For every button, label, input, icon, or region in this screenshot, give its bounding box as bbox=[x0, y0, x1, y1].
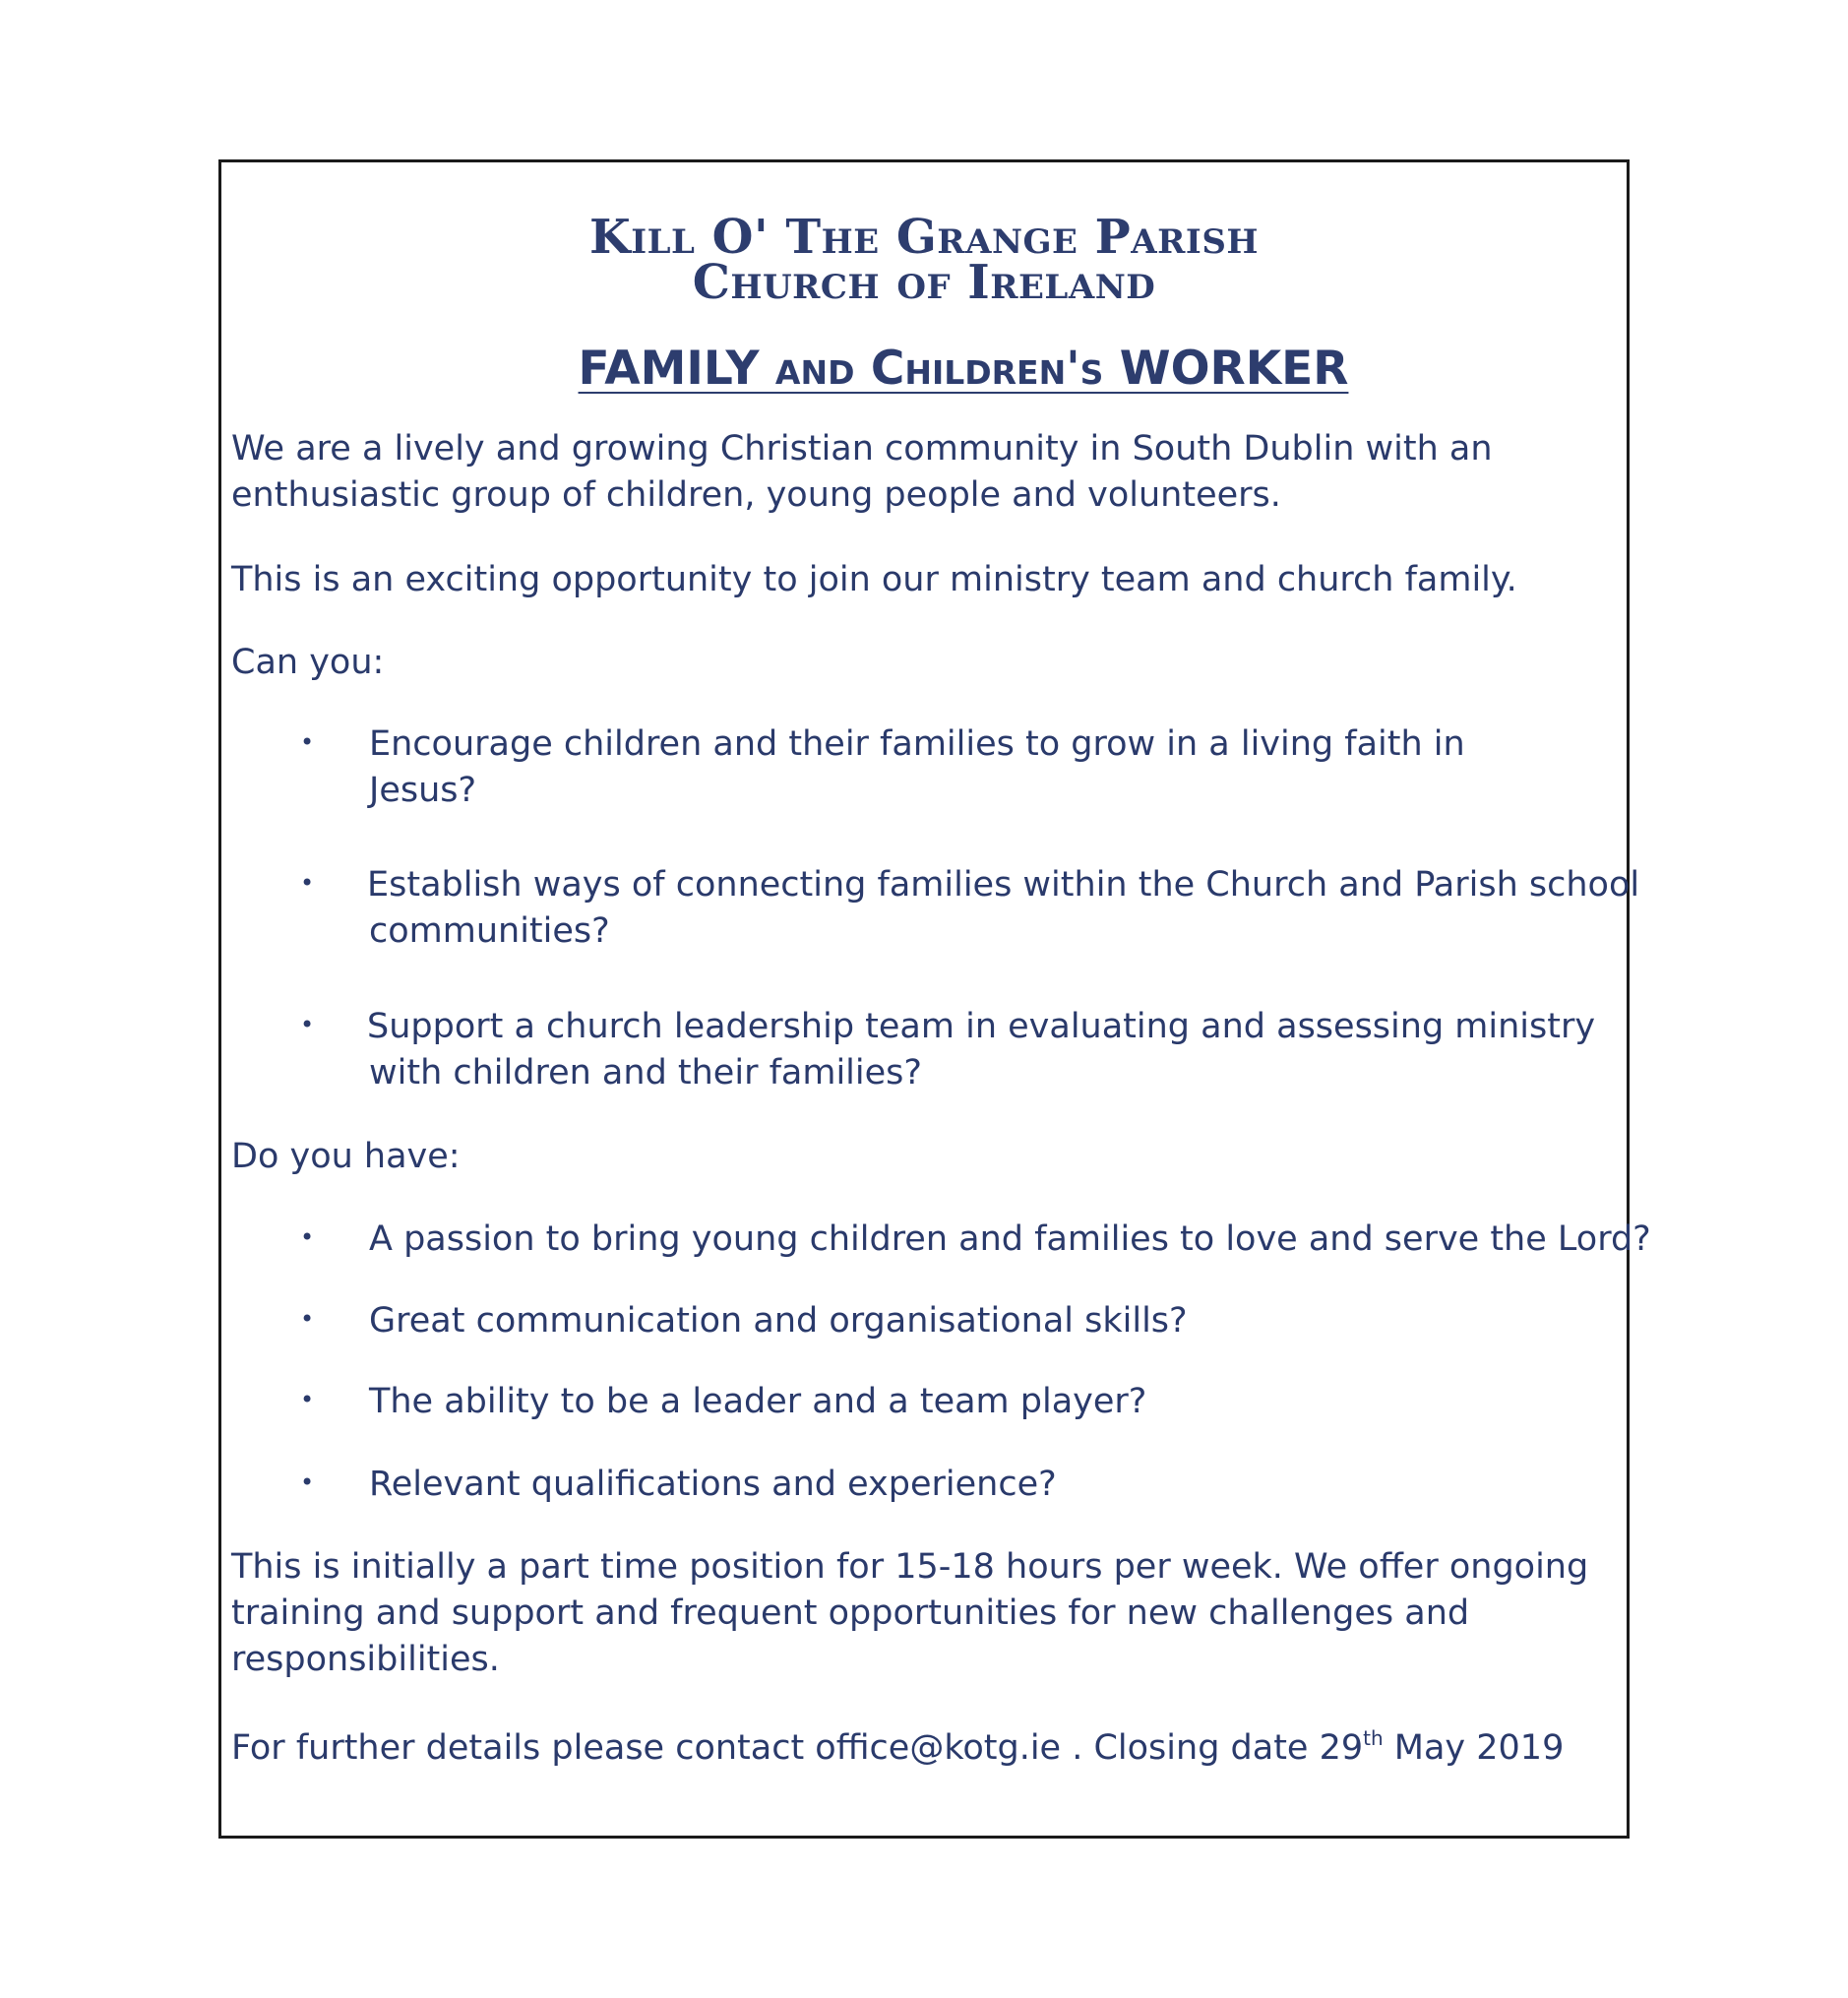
bullet-icon: • bbox=[300, 1223, 315, 1251]
church-title: Church of Ireland bbox=[692, 255, 1156, 310]
bullet-icon: • bbox=[300, 1386, 315, 1413]
position-line-1: This is initially a part time position for 15-18 hours per week. We offer ongoing bbox=[231, 1547, 1589, 1587]
list-item: Great communication and organisational skills? bbox=[369, 1301, 1188, 1341]
list-item: The ability to be a leader and a team player? bbox=[369, 1382, 1147, 1421]
contact-text: For further details please contact office@kotg.ie . Closing date 29 bbox=[231, 1728, 1364, 1768]
role-title-text: FAMILY and Children's WORKER bbox=[578, 342, 1349, 396]
list-item: A passion to bring young children and families to love and serve the Lord? bbox=[369, 1219, 1651, 1259]
bullet-icon: • bbox=[300, 1468, 315, 1496]
intro-line-1: We are a lively and growing Christian community in South Dublin with an bbox=[231, 429, 1493, 468]
date-ordinal: th bbox=[1363, 1726, 1384, 1750]
parish-title: Kill O' The Grange Parish bbox=[588, 210, 1259, 265]
list-item: Encourage children and their families to grow in a living faith in bbox=[369, 724, 1465, 764]
list-item: Support a church leadership team in evaluating and assessing ministry bbox=[367, 1007, 1596, 1046]
list-item-continued: with children and their families? bbox=[369, 1053, 922, 1093]
contact-line bbox=[231, 1725, 1564, 1772]
bullet-icon: • bbox=[300, 1011, 315, 1038]
position-line-3: responsibilities. bbox=[231, 1640, 500, 1679]
advert-frame bbox=[218, 159, 1651, 1839]
opportunity-text: This is an exciting opportunity to join our ministry team and church family. bbox=[231, 560, 1517, 599]
list-item-continued: communities? bbox=[369, 911, 610, 951]
can-you-label: Can you: bbox=[231, 643, 385, 682]
role-title bbox=[261, 342, 1666, 396]
list-item-continued: Jesus? bbox=[369, 771, 477, 810]
intro-line-2: enthusiastic group of children, young people and volunteers. bbox=[231, 475, 1281, 515]
closing-date-text: May 2019 bbox=[1383, 1728, 1565, 1768]
list-item: Establish ways of connecting families within the Church and Parish school bbox=[367, 865, 1640, 905]
position-line-2: training and support and frequent opportunities for new challenges and bbox=[231, 1593, 1470, 1633]
bullet-icon: • bbox=[300, 869, 315, 897]
bullet-icon: • bbox=[300, 1305, 315, 1333]
list-item: Relevant qualifications and experience? bbox=[369, 1465, 1057, 1504]
do-you-have-label: Do you have: bbox=[231, 1137, 461, 1176]
bullet-icon: • bbox=[300, 728, 315, 756]
